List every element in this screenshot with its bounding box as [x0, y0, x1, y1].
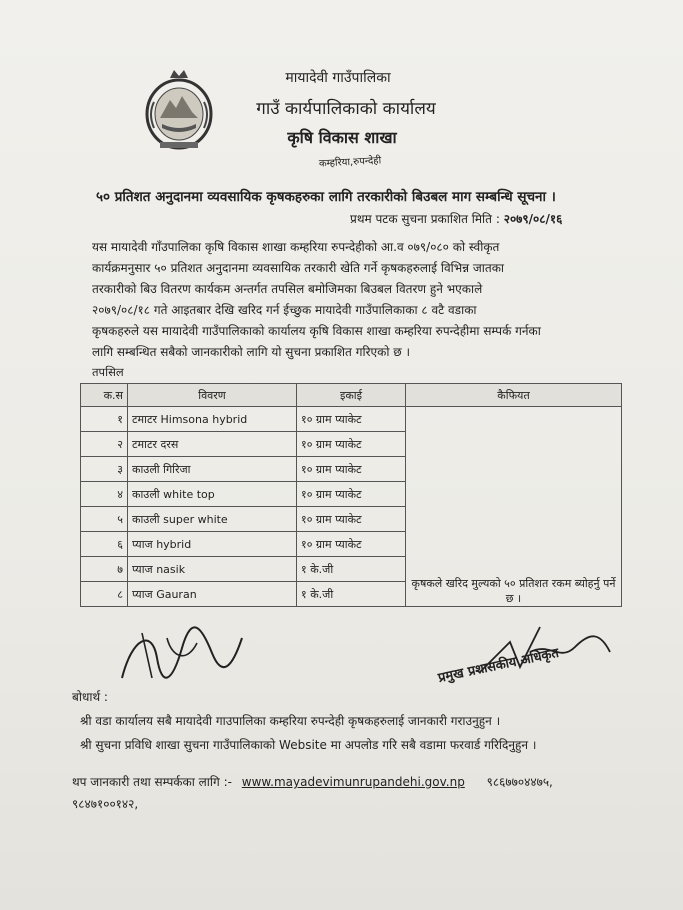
contact-label: थप जानकारी तथा सम्पर्कका लागि :- [72, 775, 232, 789]
office-name: गाउँ कार्यपालिकाको कार्यालय [256, 99, 436, 119]
row-unit: १० ग्राम प्याकेट [297, 407, 406, 432]
schedule-label: तपसिल [92, 365, 124, 379]
row-serial: ८ [81, 582, 128, 607]
row-item: प्याज hybrid [128, 532, 297, 557]
header-unit: इकाई [297, 384, 406, 407]
body-line: कार्यक्रमनुसार ५० प्रतिशत अनुदानमा व्यवसायिक तरकारी खेति गर्ने कृषकहरुलाई विभिन्न जातका [92, 261, 505, 275]
row-serial: ५ [81, 507, 128, 532]
row-serial: ६ [81, 532, 128, 557]
nepal-government-emblem [140, 62, 218, 154]
row-unit: १ के.जी [297, 582, 406, 607]
header-serial: क.स [81, 384, 128, 407]
office-location: कम्हरिया,रुपन्देही [318, 155, 382, 170]
body-line: २०७९/०८/१८ गते आइतबार देखि खरिद गर्न ईच्छुक मायादेवी गाउँपालिकाका ८ वटै वडाका [92, 303, 477, 317]
row-item: काउली गिरिजा [128, 457, 297, 482]
row-item: टमाटर दरस [128, 432, 297, 457]
table-row [81, 407, 622, 432]
phone-number: ९८६७७०४४७५, [486, 775, 553, 789]
row-item: काउली white top [128, 482, 297, 507]
remark-cell: कृषकले खरिद मुल्यको ५० प्रतिशत रकम ब्योहर्नु पर्ने छ । [406, 407, 622, 607]
row-serial: ४ [81, 482, 128, 507]
row-unit: १० ग्राम प्याकेट [297, 507, 406, 532]
section-name: कृषि विकास शाखा [287, 128, 397, 147]
header-description: विवरण [128, 384, 297, 407]
distribution-item: श्री सुचना प्रविधि शाखा सुचना गाउँपालिकाको Website मा अपलोड गरि सबै वडामा फरवार्ड गरिदिनुहुन । [80, 738, 537, 752]
row-item: काउली super white [128, 507, 297, 532]
body-line: यस मायादेवी गाँउपालिका कृषि विकास शाखा कम्हरिया रुपन्देहीको आ.व ०७९/०८० को स्वीकृत [92, 240, 500, 254]
row-serial: १ [81, 407, 128, 432]
row-unit: १० ग्राम प्याकेट [297, 457, 406, 482]
phone-number-2: ९८४७१००१४२, [72, 797, 139, 811]
body-line: लागि सम्बन्धित सबैको जानकारीको लागि यो सुचना प्रकाशित गरिएको छ । [92, 345, 411, 359]
website-link[interactable]: www.mayadevimunrupandehi.gov.np [241, 775, 465, 789]
row-unit: १० ग्राम प्याकेट [297, 432, 406, 457]
officer-title-stamp: प्रमुख प्रशासकीय अधिकृत [436, 645, 561, 686]
body-line: तरकारीको बिउ वितरण कार्यकम अन्तर्गत तपसिल बमोजिमका बिउबल वितरण हुने भएकाले [92, 282, 483, 296]
seed-items-table [80, 383, 622, 607]
row-unit: १ के.जी [297, 557, 406, 582]
row-unit: १० ग्राम प्याकेट [297, 532, 406, 557]
contact-line [72, 773, 553, 790]
body-line: कृषकहरुले यस मायादेवी गाउँपालिकाको कार्यालय कृषि विकास शाखा कम्हरिया रुपन्देहीमा सम्पर्क गर्नका [92, 324, 541, 338]
handwritten-signature [112, 618, 252, 688]
row-serial: ३ [81, 457, 128, 482]
row-serial: ७ [81, 557, 128, 582]
notice-title: ५० प्रतिशत अनुदानमा व्यवसायिक कृषकहरुका लागि तरकारीको बिउबल माग सम्बन्धि सूचना । [96, 189, 556, 205]
distribution-label: बोधार्थ : [72, 690, 108, 704]
row-item: प्याज nasik [128, 557, 297, 582]
table-header-row [81, 384, 622, 407]
header-remark: कैफियत [406, 384, 622, 407]
publication-date-label: प्रथम पटक सुचना प्रकाशित मिति : [350, 212, 500, 226]
row-unit: १० ग्राम प्याकेट [297, 482, 406, 507]
publication-date: २०७९/०८/१६ [503, 212, 563, 226]
publication-date-line [350, 210, 562, 227]
municipality-name: मायादेवी गाउँपालिका [285, 70, 391, 86]
distribution-item: श्री वडा कार्यालय सबै मायादेवी गाउपालिका कम्हरिया रुपन्देही कृषकहरुलाई जानकारी गराउनुहुन । [80, 714, 501, 728]
row-item: प्याज Gauran [128, 582, 297, 607]
row-item: टमाटर Himsona hybrid [128, 407, 297, 432]
row-serial: २ [81, 432, 128, 457]
